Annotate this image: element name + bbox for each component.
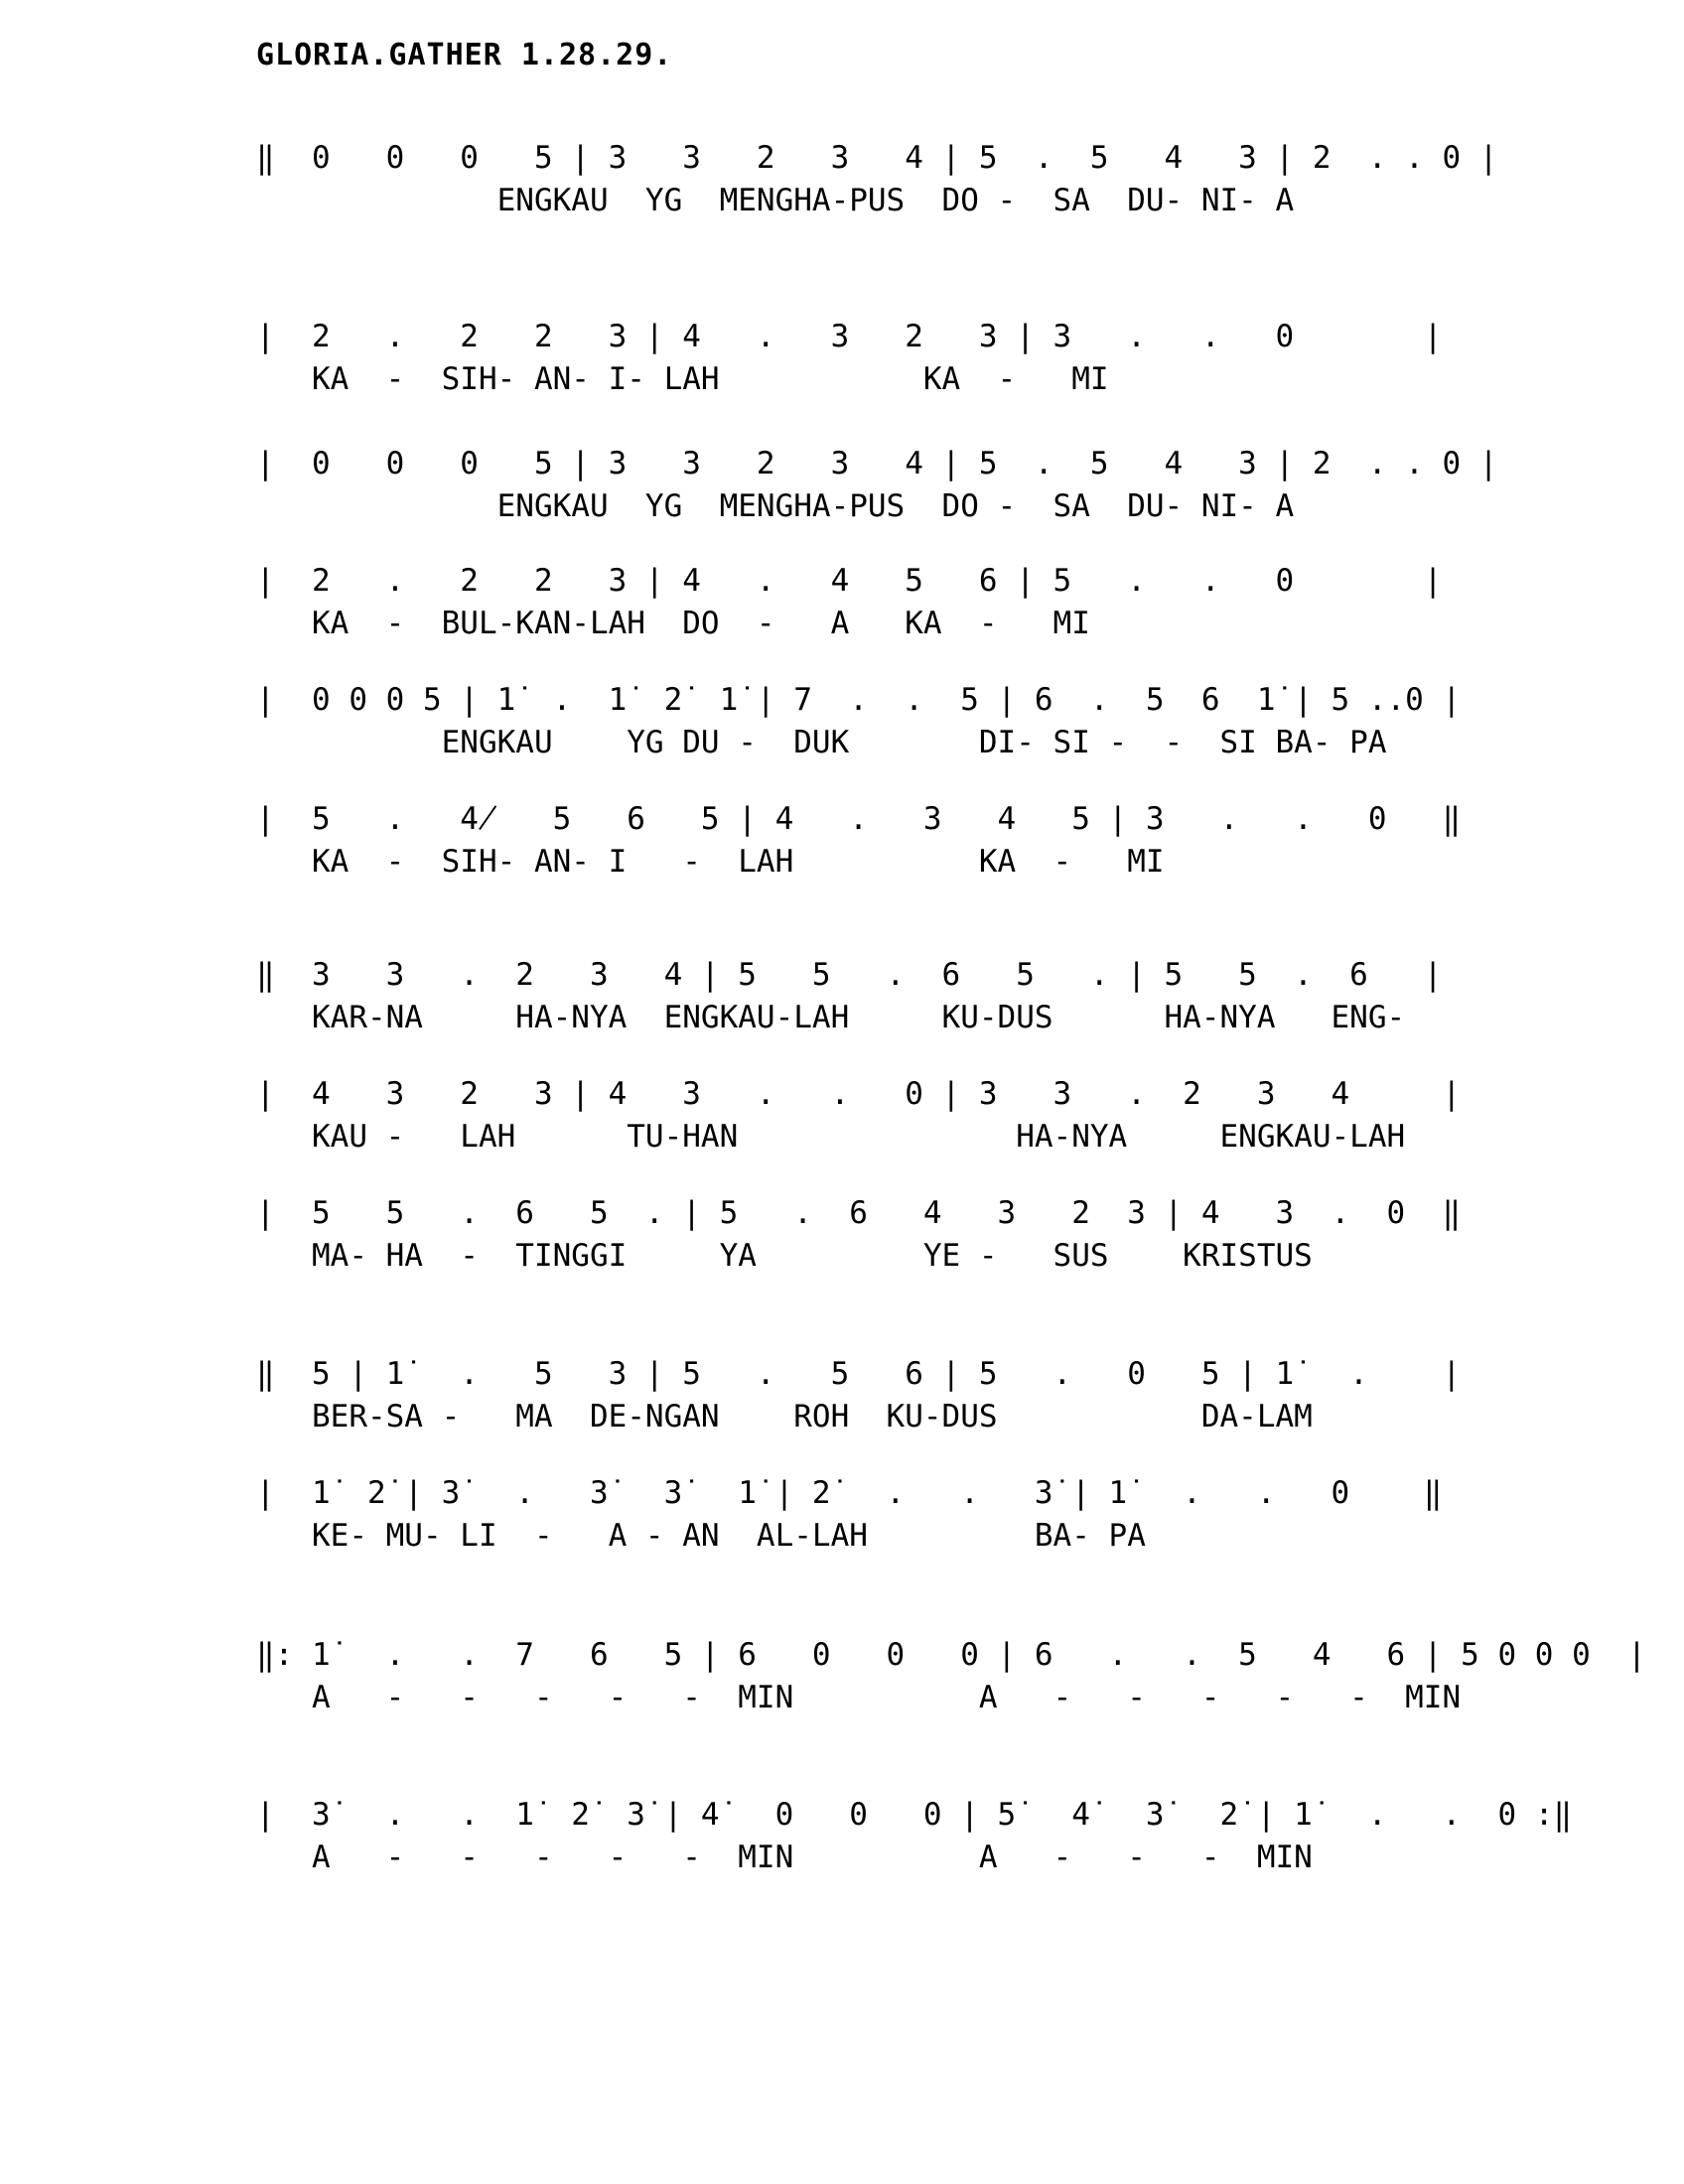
lyric-line: KAR-NA HA-NYA ENGKAU-LAH KU-DUS HA-NYA ENG- [256,1000,1406,1035]
notation-line: ‖: 1̇ . . 7 6 5 | 6 0 0 0 | 6 . . 5 4 6 | 5 0 0 0 | [256,1637,1646,1673]
notation-line: | 3̇ . . 1̇ 2̇ 3̇ | 4̇ 0 0 0 | 5̇ 4̇ 3̇ 2̇ | 1̇ . . 0 :‖ [256,1797,1573,1833]
lyric-line: KE- MU- LI - A - AN AL-LAH BA- PA [256,1518,1146,1554]
page-title: GLORIA.GATHER 1.28.29. [256,38,673,72]
lyric-line: ENGKAU YG DU - DUK DI- SI - - SI BA- PA [256,725,1387,760]
notation-line: ‖ 3 3 . 2 3 4 | 5 5 . 6 5 . | 5 5 . 6 | [256,957,1443,993]
notation-line: | 0 0 0 5 | 1̇ . 1̇ 2̇ 1̇ | 7 . . 5 | 6 . 5 6 1̇ | 5 ..0 | [256,682,1462,718]
lyric-line: ENGKAU YG MENGHA-PUS DO - SA DU- NI- A [256,183,1295,218]
lyric-line: KA - BUL-KAN-LAH DO - A KA - MI [256,606,1090,641]
notation-line: | 1̇ 2̇ | 3̇ . 3̇ 3̇ 1̇ | 2̇ . . 3̇ | 1̇ . . 0 ‖ [256,1475,1443,1511]
lyric-line: KAU - LAH TU-HAN HA-NYA ENGKAU-LAH [256,1119,1406,1155]
notation-line: | 5 . 4̸ 5 6 5 | 4 . 3 4 5 | 3 . . 0 ‖ [256,801,1462,837]
notation-line: ‖ 0 0 0 5 | 3 3 2 3 4 | 5 . 5 4 3 | 2 . . 0 | [256,140,1498,176]
notation-line: | 5 5 . 6 5 . | 5 . 6 4 3 2 3 | 4 3 . 0 ‖ [256,1195,1462,1231]
lyric-line: MA- HA - TINGGI YA YE - SUS KRISTUS [256,1238,1313,1274]
lyric-line: KA - SIH- AN- I- LAH KA - MI [256,361,1109,397]
lyric-line: KA - SIH- AN- I - LAH KA - MI [256,844,1165,880]
notation-line: | 0 0 0 5 | 3 3 2 3 4 | 5 . 5 4 3 | 2 . . 0 | [256,446,1498,481]
lyric-line: A - - - - - MIN A - - - - - MIN [256,1680,1462,1715]
notation-line: | 4 3 2 3 | 4 3 . . 0 | 3 3 . 2 3 4 | [256,1076,1462,1112]
notation-line: | 2 . 2 2 3 | 4 . 3 2 3 | 3 . . 0 | [256,319,1443,354]
lyric-line: ENGKAU YG MENGHA-PUS DO - SA DU- NI- A [256,488,1295,524]
notation-line: ‖ 5 | 1̇ . 5 3 | 5 . 5 6 | 5 . 0 5 | 1̇ . | [256,1356,1462,1392]
notation-line: | 2 . 2 2 3 | 4 . 4 5 6 | 5 . . 0 | [256,563,1443,599]
lyric-line: BER-SA - MA DE-NGAN ROH KU-DUS DA-LAM [256,1399,1313,1434]
lyric-line: A - - - - - MIN A - - - MIN [256,1840,1313,1875]
